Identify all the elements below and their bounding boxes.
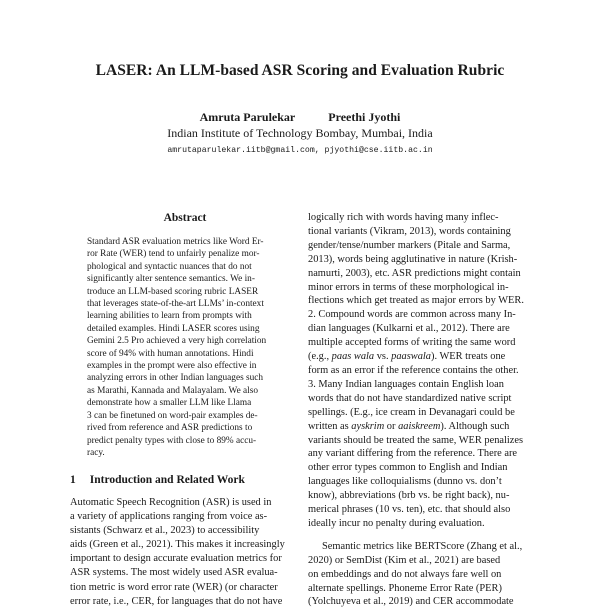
body-text-line: (e.g., paas wala vs. paaswala). WER treats one xyxy=(308,351,506,363)
body-text-line: gender/tense/number markers (Pitale and Sarma, xyxy=(308,239,511,251)
body-text-line: error rate, i.e., CER, for languages that do not have xyxy=(70,595,283,607)
abstract-line: predict penalty types with close to 89% accu- xyxy=(87,435,257,446)
body-text-line: ideally incur no penalty during evaluation. xyxy=(308,517,485,529)
body-text-line: minor errors in terms of these morphological in- xyxy=(308,281,509,293)
body-text-line: aids (Green et al., 2021). This makes it increasingly xyxy=(70,539,285,551)
abstract-line: significantly alter sentence semantics. We in- xyxy=(87,274,255,285)
body-text-line: important to design accurate evaluation metrics for xyxy=(70,553,282,565)
body-text-line: 2020) or SemDist (Kim et al., 2021) are based xyxy=(308,554,501,566)
author-name: Preethi Jyothi xyxy=(328,110,401,124)
body-text-line: (Yolchuyeva et al., 2019) and CER accommodate xyxy=(308,596,514,608)
body-text-line: 3. Many Indian languages contain English loan xyxy=(308,378,504,390)
body-text-line: a variety of applications ranging from voice as- xyxy=(70,511,268,523)
abstract-line: phological and syntactic nuances that do not xyxy=(87,261,252,272)
body-text-line: tional variants (Vikram, 2013), words containing xyxy=(308,225,511,237)
abstract-line: troduce an LLM-based scoring rubric LASER xyxy=(87,286,259,297)
right-column xyxy=(308,211,538,609)
abstract-line: as Marathi, Kannada and Malayalam. We also xyxy=(87,385,259,396)
body-text-line: Automatic Speech Recognition (ASR) is used in xyxy=(70,497,272,508)
body-text-line: languages like colloquialisms (dunno vs. don’t xyxy=(308,476,502,488)
abstract-body xyxy=(87,236,287,459)
section-number: 1 xyxy=(70,474,76,486)
body-text-line: logically rich with words having many inflec- xyxy=(308,212,499,223)
body-text-line: Semantic metrics like BERTScore (Zhang et al., xyxy=(322,540,523,552)
body-text-line: any variant differing from the reference. There are xyxy=(308,448,518,460)
body-text-line: sistants (Schwarz et al., 2023) to accessibility xyxy=(70,525,260,537)
body-text-line: know), abbreviations (brb vs. be right back), nu- xyxy=(308,490,510,502)
body-text-line: variants should be treated the same, WER penalizes xyxy=(308,434,524,446)
author-emails: amrutaparulekar.iitb@gmail.com, pjyothi@cse.iitb.ac.in xyxy=(167,146,433,155)
body-text-line: 2. Compound words are common across many In- xyxy=(308,309,516,321)
abstract-line: analyzing errors in other Indian languages such xyxy=(87,373,264,384)
abstract-line: demonstrate how a smaller LLM like Llama xyxy=(87,398,252,409)
right-paragraph-2 xyxy=(308,540,538,609)
body-text-line: words that do not have standardized native script xyxy=(308,392,512,404)
right-paragraph-1 xyxy=(308,211,538,531)
body-text-line: namurti, 2003), etc. ASR predictions might contain xyxy=(308,267,521,279)
abstract-line: Gemini 2.5 Pro achieved a very high correlation xyxy=(87,336,267,347)
body-text-line: 2013), words being agglutinative in nature (Krish- xyxy=(308,253,518,265)
body-text-line: dian languages (Kulkarni et al., 2012). There are xyxy=(308,323,510,335)
author-list xyxy=(0,110,600,125)
body-text-line: tion metric is word error rate (WER) (or character xyxy=(70,581,278,593)
author-name: Amruta Parulekar xyxy=(199,110,296,124)
abstract-heading: Abstract xyxy=(163,212,207,224)
abstract-line: that leverages state-of-the-art LLMs’ in-context xyxy=(87,299,264,310)
intro-paragraph xyxy=(70,496,300,609)
abstract-line: examples in the prompt were also effective in xyxy=(87,361,257,372)
body-text-line: spellings. (E.g., ice cream in Devanagari could be xyxy=(308,406,515,418)
abstract-line: Standard ASR evaluation metrics like Word Er- xyxy=(87,237,264,247)
body-text-line: other error types common to English and Indian xyxy=(308,462,508,474)
body-text-line: flections which get treated as major errors by WER. xyxy=(308,295,524,307)
body-text-line: ASR systems. The most widely used ASR evalua- xyxy=(70,567,278,579)
affiliation: Indian Institute of Technology Bombay, Mumbai, India xyxy=(167,126,433,140)
section-heading xyxy=(70,474,245,486)
abstract-line: racy. xyxy=(87,447,105,458)
body-text-line: merical phrases (10 vs. ten), etc. that should also xyxy=(308,504,511,516)
body-text-line: written as ayskrim or aaiskreem). Although such xyxy=(308,420,510,432)
section-title: Introduction and Related Work xyxy=(89,474,245,486)
body-text-line: on embeddings and do not always fare well on xyxy=(308,568,502,580)
body-text-line: multiple accepted forms of writing the same word xyxy=(308,337,516,349)
abstract-line: rived from reference and ASR predictions to xyxy=(87,423,253,434)
abstract-line: ror Rate (WER) tend to unfairly penalize mor- xyxy=(87,249,260,260)
body-text-line: alternate spellings. Phoneme Error Rate (PER) xyxy=(308,582,502,594)
paper-title: LASER: An LLM-based ASR Scoring and Evaluation Rubric xyxy=(95,62,505,79)
abstract-line: score of 94% with human annotations. Hindi xyxy=(87,348,254,359)
abstract-line: 3 can be finetuned on word-pair examples de- xyxy=(87,410,258,421)
body-text-line: form as an error if the reference contains the other. xyxy=(308,364,519,376)
abstract-line: learning abilities to learn from prompts with xyxy=(87,311,252,322)
abstract-line: detailed examples. Hindi LASER scores using xyxy=(87,323,260,334)
